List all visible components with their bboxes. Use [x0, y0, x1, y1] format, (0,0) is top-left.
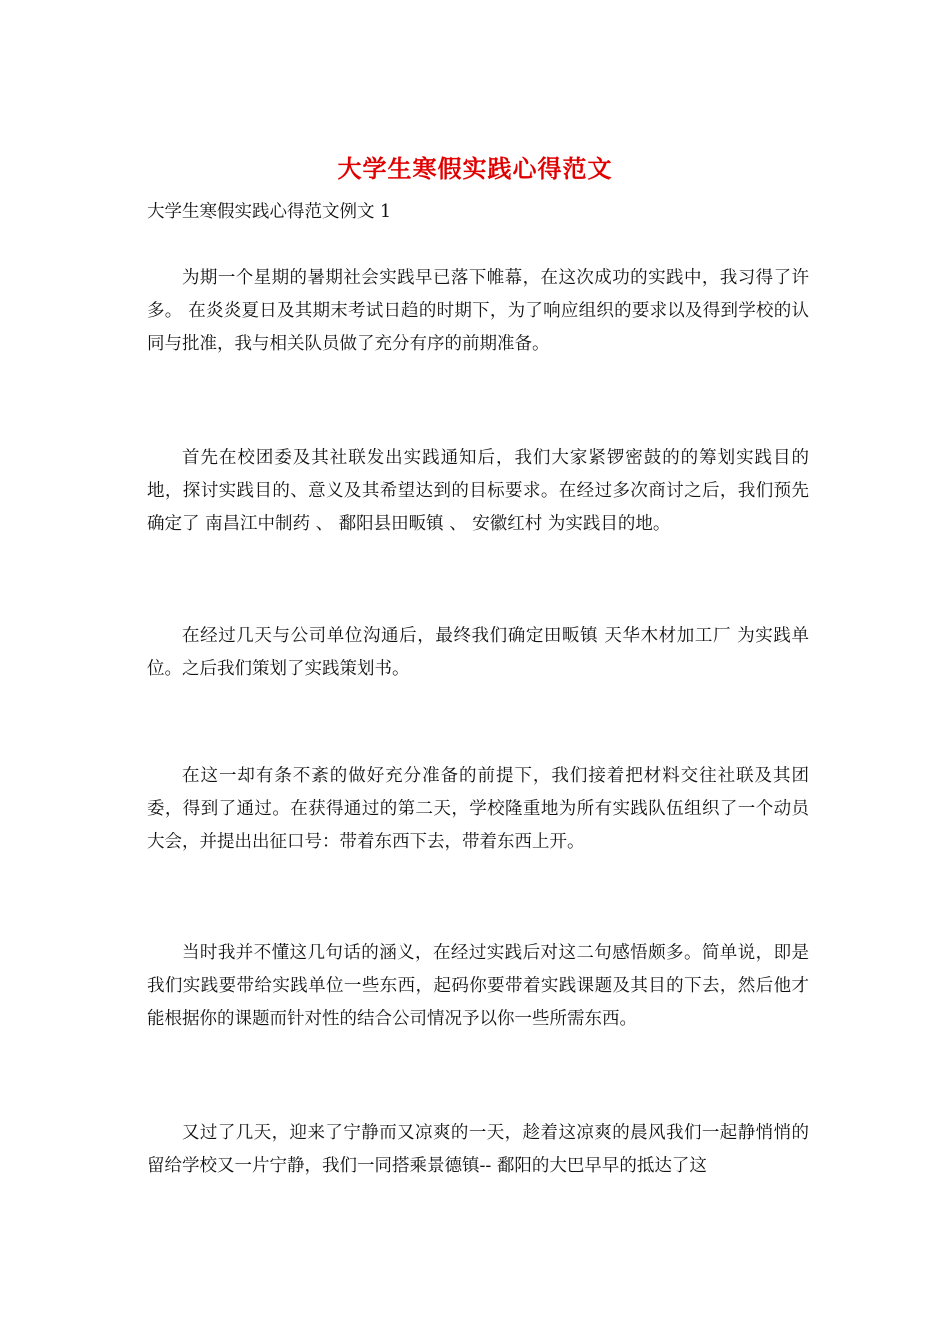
document-subtitle: 大学生寒假实践心得范文例文 1: [147, 202, 392, 222]
paragraph: 在这一却有条不紊的做好充分准备的前提下，我们接着把材料交往社联及其团委，得到了通过。在获得通过的第二天，学校隆重地为所有实践队伍组织了一个动员大会，并提出出征口号：带着东西下去，带着东西上开。: [147, 766, 809, 852]
paragraph: 在经过几天与公司单位沟通后，最终我们确定田畈镇 天华木材加工厂 为实践单位。之后我们策划了实践策划书。: [147, 626, 809, 679]
document-title: 大学生寒假实践心得范文: [337, 154, 613, 183]
paragraph: 当时我并不懂这几句话的涵义，在经过实践后对这二句感悟颇多。简单说，即是我们实践要带给实践单位一些东西，起码你要带着实践课题及其目的下去，然后他才能根据你的课题而针对性的结合公司情况予以你一些所需东西。: [147, 943, 809, 1029]
paragraph: 首先在校团委及其社联发出实践通知后，我们大家紧锣密鼓的的筹划实践目的地，探讨实践目的、意义及其希望达到的目标要求。在经过多次商讨之后，我们预先确定了 南昌江中制药 、 鄱阳县田畈镇 、 安徽红村 为实践目的地。: [147, 448, 809, 534]
paragraph: 为期一个星期的暑期社会实践早已落下帷幕，在这次成功的实践中，我习得了许多。 在炎炎夏日及其期末考试日趋的时期下，为了响应组织的要求以及得到学校的认同与批准，我与相关队员做了充分有序的前期准备。: [147, 268, 809, 354]
paragraph: 又过了几天，迎来了宁静而又凉爽的一天，趁着这凉爽的晨风我们一起静悄悄的留给学校又一片宁静，我们一同搭乘景德镇-- 鄱阳的大巴早早的抵达了这: [147, 1123, 809, 1176]
